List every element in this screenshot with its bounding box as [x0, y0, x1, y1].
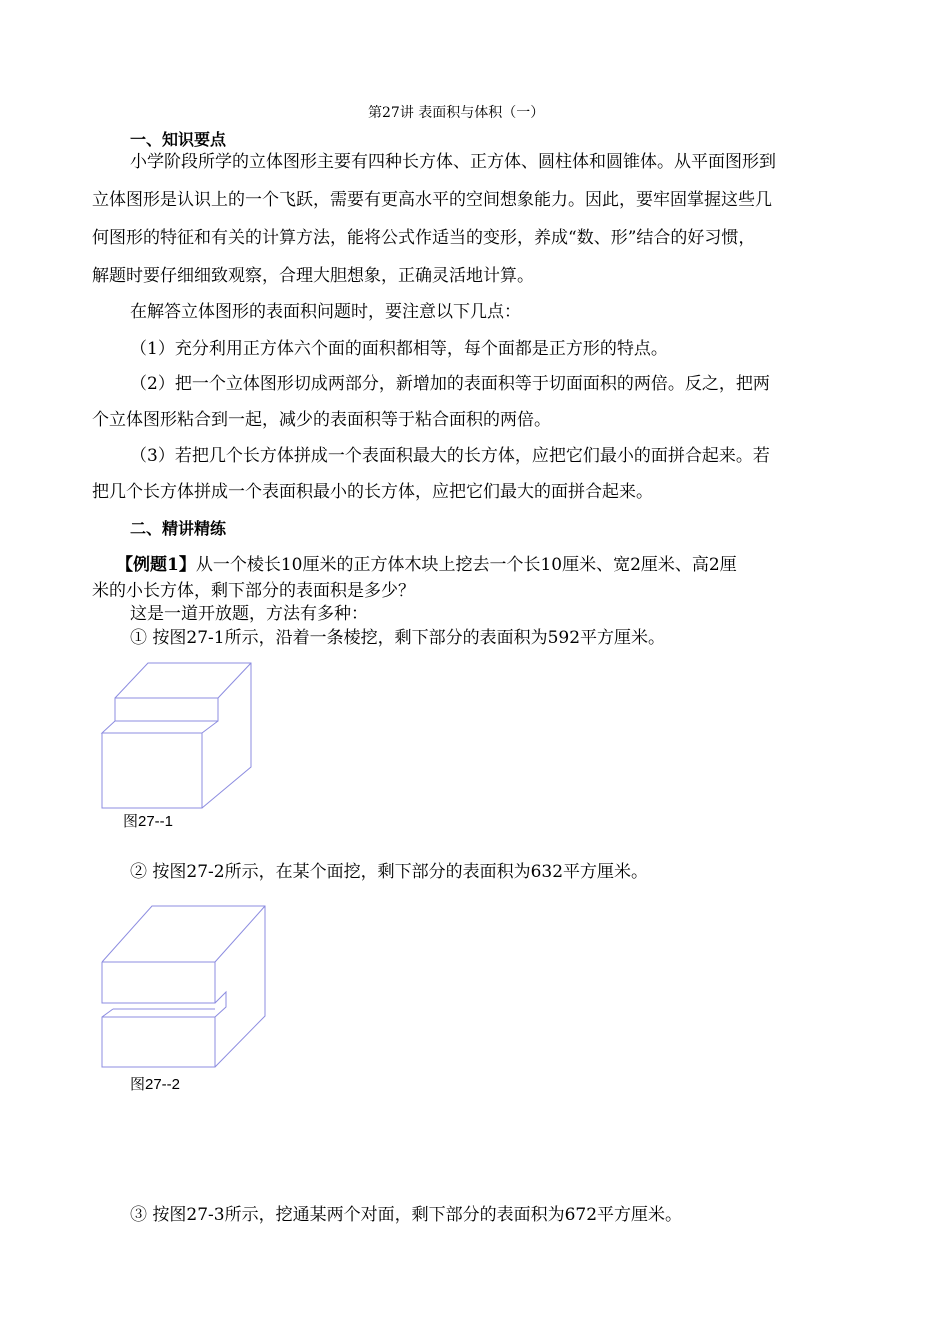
example-1-line [116, 555, 737, 575]
point-1: （1）充分利用正方体六个面的面积都相等，每个面都是正方形的特点。 [130, 339, 668, 359]
open-question-note: 这是一道开放题，方法有多种： [130, 604, 368, 624]
page-title: 第27讲 表面积与体积（一） [368, 105, 545, 121]
case-1-text: ① 按图27-1所示，沿着一条棱挖，剩下部分的表面积为592平方厘米。 [130, 628, 666, 648]
example-text: 从一个棱长10厘米的正方体木块上挖去一个长10厘米、宽2厘米、高2厘 [195, 555, 737, 575]
example-label: 【例题1】 [116, 555, 196, 575]
case-2-text: ② 按图27-2所示，在某个面挖，剩下部分的表面积为632平方厘米。 [130, 862, 649, 882]
point-2-line: （2）把一个立体图形切成两部分，新增加的表面积等于切面面积的两倍。反之，把两 [130, 374, 770, 394]
case-3-text: ③ 按图27-3所示，挖通某两个对面，剩下部分的表面积为672平方厘米。 [130, 1205, 683, 1225]
paragraph-line: 小学阶段所学的立体图形主要有四种长方体、正方体、圆柱体和圆锥体。从平面图形到 [130, 152, 776, 172]
intro-line: 在解答立体图形的表面积问题时，要注意以下几点： [130, 302, 521, 322]
figure-caption: 图27--2 [130, 1076, 181, 1093]
section-heading-knowledge: 一、知识要点 [130, 130, 227, 149]
figure-27-2 [96, 900, 276, 1080]
point-2-line: 个立体图形粘合到一起，减少的表面积等于粘合面积的两倍。 [92, 410, 551, 430]
paragraph-line: 解题时要仔细细致观察，合理大胆想象，正确灵活地计算。 [92, 266, 534, 286]
section-heading-practice: 二、精讲精练 [130, 519, 227, 538]
point-3-line: （3）若把几个长方体拼成一个表面积最大的长方体，应把它们最小的面拼合起来。若 [130, 446, 770, 466]
paragraph-line: 立体图形是认识上的一个飞跃，需要有更高水平的空间想象能力。因此，要牢固掌握这些几 [92, 190, 772, 210]
point-3-line: 把几个长方体拼成一个表面积最小的长方体，应把它们最大的面拼合起来。 [92, 482, 653, 502]
figure-27-1 [96, 660, 266, 820]
paragraph-line: 何图形的特征和有关的计算方法，能将公式作适当的变形，养成“数、形”结合的好习惯， [92, 228, 756, 248]
example-1-line-2: 米的小长方体，剩下部分的表面积是多少？ [92, 581, 415, 601]
figure-caption: 图27--1 [123, 813, 174, 830]
